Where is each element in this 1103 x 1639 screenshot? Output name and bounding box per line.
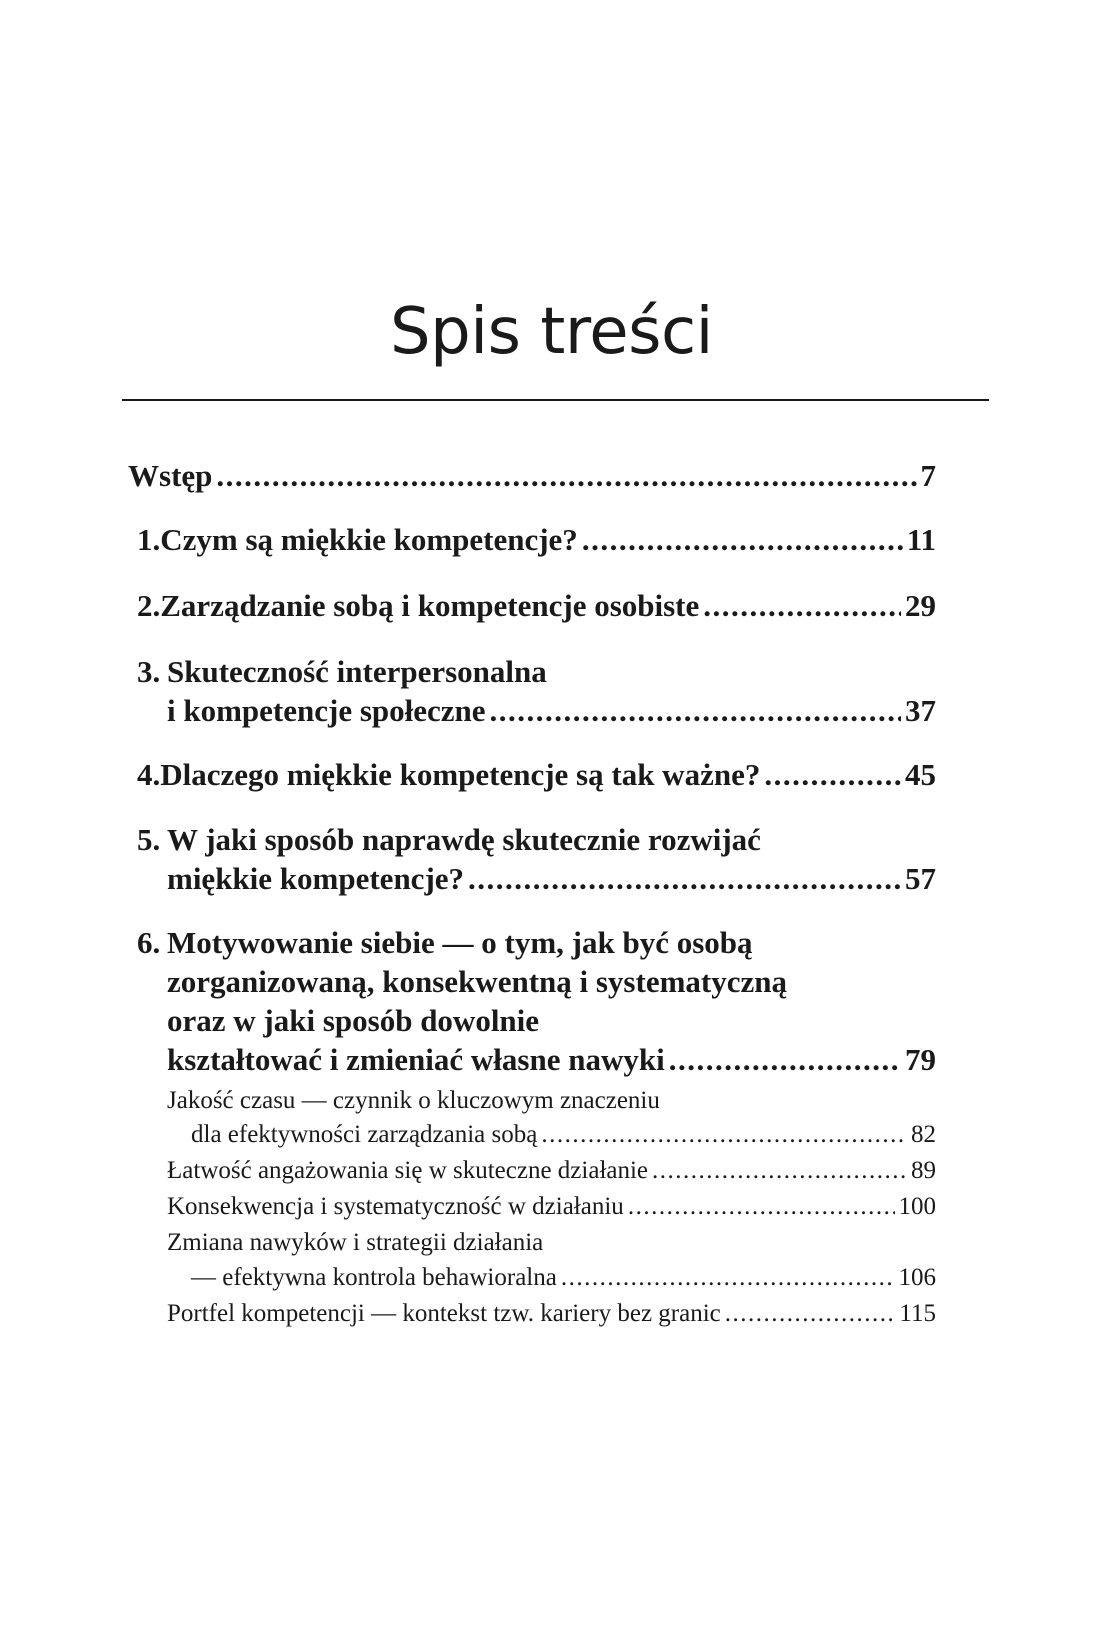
dot-leader (764, 757, 901, 793)
dot-leader (669, 1042, 901, 1078)
toc-entry-chapter-6-line-1[interactable] (137, 925, 753, 961)
toc-subentry-4-line-1[interactable] (167, 1229, 543, 1257)
dot-leader (468, 861, 901, 897)
title-divider (122, 399, 989, 401)
chapter-number: 6. (137, 925, 161, 960)
toc-subentry-3[interactable] (167, 1193, 936, 1221)
toc-entry-chapter-1[interactable] (137, 522, 936, 558)
toc-entry-chapter-5-line-1[interactable] (137, 822, 761, 858)
toc-subentry-label: Łatwość angażowania się w skuteczne działanie (167, 1157, 649, 1184)
toc-page-number: 82 (911, 1121, 936, 1148)
toc-entry-intro[interactable] (128, 458, 936, 494)
toc-page-number: 115 (899, 1300, 936, 1327)
chapter-number: 1. (137, 522, 161, 557)
toc-entry-chapter-3-line-2[interactable] (167, 693, 936, 729)
dot-leader (561, 1264, 895, 1292)
toc-page-number: 100 (898, 1193, 936, 1220)
chapter-number: 4. (137, 757, 161, 792)
toc-page-number: 37 (905, 693, 936, 728)
toc-entry-label: miękkie kompetencje? (167, 861, 465, 896)
toc-entry-chapter-5-line-2[interactable] (167, 861, 936, 897)
dot-leader (628, 1193, 895, 1221)
toc-entry-label: Zarządzanie sobą i kompetencje osobiste (160, 588, 700, 623)
toc-entry-chapter-6-line-3 (167, 1003, 539, 1039)
dot-leader (703, 588, 901, 624)
toc-entry-label: Motywowanie siebie — o tym, jak być osobą (167, 925, 753, 960)
toc-subentry-label: Konsekwencja i systematyczność w działaniu (167, 1193, 624, 1220)
toc-page-number: 29 (905, 588, 936, 623)
dot-leader (725, 1300, 896, 1328)
toc-subentry-2[interactable] (167, 1157, 936, 1185)
toc-page-number: 57 (905, 861, 936, 896)
toc-page-number: 45 (905, 757, 936, 792)
toc-entry-label: Dlaczego miękkie kompetencje są tak ważne? (160, 757, 761, 792)
toc-page-number: 106 (898, 1264, 936, 1291)
toc-entry-label: Wstęp (128, 458, 213, 493)
chapter-number: 2. (137, 588, 161, 623)
toc-entry-label: oraz w jaki sposób dowolnie (167, 1003, 540, 1038)
toc-page-number: 79 (905, 1042, 936, 1077)
toc-entry-label: zorganizowaną, konsekwentną i systematyczną (167, 964, 787, 999)
toc-subentry-label: Portfel kompetencji — kontekst tzw. kariery bez granic (167, 1300, 721, 1327)
toc-page-number: 11 (906, 522, 936, 557)
toc-subentry-label: Zmiana nawyków i strategii działania (167, 1229, 544, 1256)
toc-entry-chapter-6-line-2 (167, 964, 787, 1000)
toc-subentry-label: — efektywna kontrola behawioralna (191, 1264, 557, 1291)
toc-entry-label: Czym są miękkie kompetencje? (160, 522, 578, 557)
dot-leader (541, 1121, 907, 1149)
toc-entry-label: i kompetencje społeczne (167, 693, 486, 728)
toc-subentry-4-line-2[interactable] (191, 1264, 936, 1292)
toc-entry-chapter-6-line-4[interactable] (167, 1042, 936, 1078)
toc-page-number: 89 (911, 1157, 936, 1184)
toc-subentry-5[interactable] (167, 1300, 936, 1328)
toc-page-number: 7 (920, 458, 936, 493)
toc-entry-label: Skuteczność interpersonalna (167, 654, 547, 689)
dot-leader (490, 693, 901, 729)
toc-entry-label: kształtować i zmieniać własne nawyki (167, 1042, 665, 1077)
toc-subentry-1-line-1[interactable] (167, 1087, 660, 1115)
toc-entry-label: W jaki sposób naprawdę skutecznie rozwijać (167, 822, 761, 857)
toc-subentry-label: dla efektywności zarządzania sobą (191, 1121, 538, 1148)
dot-leader (216, 458, 916, 494)
chapter-number: 3. (137, 654, 161, 689)
dot-leader (582, 522, 903, 558)
chapter-number: 5. (137, 822, 161, 857)
dot-leader (652, 1157, 907, 1185)
toc-entry-chapter-2[interactable] (137, 588, 936, 624)
toc-subentry-1-line-2[interactable] (191, 1121, 936, 1149)
toc-entry-chapter-3-line-1[interactable] (137, 654, 547, 690)
page-title: Spis treści (390, 295, 713, 369)
toc-entry-chapter-4[interactable] (137, 757, 936, 793)
toc-subentry-label: Jakość czasu — czynnik o kluczowym znaczeniu (167, 1087, 660, 1114)
